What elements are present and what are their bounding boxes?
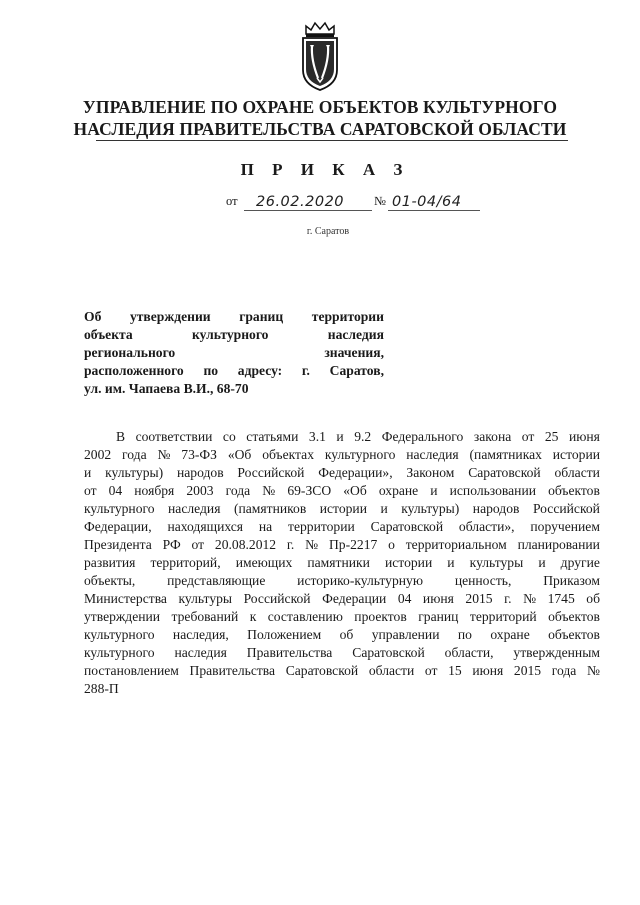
body-word: Правительства — [189, 663, 276, 678]
body-word: объектов — [548, 483, 600, 498]
body-word: наследия — [406, 447, 459, 462]
subject-word: утверждении — [129, 309, 211, 324]
body-word: наследия — [168, 501, 221, 516]
order-city: г. Саратов — [306, 226, 350, 237]
subject-word: объекта — [84, 327, 133, 342]
body-word: области — [368, 663, 415, 678]
subject-word: культурного — [191, 327, 269, 342]
body-word: июня — [568, 429, 600, 444]
order-date-number — [226, 190, 486, 212]
body-word: от — [191, 537, 205, 552]
body-line — [84, 536, 600, 554]
body-word: 69-ЗСО — [287, 483, 332, 498]
body-word: охране — [490, 627, 530, 642]
date-prefix: от — [226, 194, 238, 208]
body-line — [84, 428, 600, 446]
body-word: народов — [472, 501, 520, 516]
body-line — [84, 518, 600, 536]
body-word: развития — [84, 555, 136, 570]
body-line — [84, 464, 600, 482]
body-word: Российской — [243, 591, 311, 606]
body-line — [84, 590, 600, 608]
body-word: закона — [473, 429, 512, 444]
body-word: утвержденным — [513, 645, 600, 660]
body-word: другие — [560, 555, 600, 570]
order-subject — [84, 308, 384, 398]
order-date: 26.02.2020 — [256, 194, 345, 210]
body-word: постановлением — [84, 663, 179, 678]
body-word: объектов — [548, 627, 600, 642]
body-line — [84, 662, 600, 680]
body-word: имеющих — [235, 555, 293, 570]
body-word: «Об — [343, 483, 367, 498]
subject-word: по — [203, 363, 219, 378]
body-word: области», — [458, 519, 515, 534]
body-word: 2002 — [84, 447, 112, 462]
order-number: 01-04/64 — [392, 194, 462, 210]
subject-word: г. — [301, 363, 310, 378]
body-word: ноября — [134, 483, 175, 498]
body-word: 25 — [544, 429, 559, 444]
body-word: со — [222, 429, 236, 444]
organization-header — [60, 96, 580, 140]
body-word: Российской — [532, 501, 600, 516]
body-word: истории — [319, 501, 367, 516]
body-word: объекты, — [84, 573, 136, 588]
body-word: 20.08.2012 — [214, 537, 277, 552]
body-word: на — [258, 519, 273, 534]
header-divider — [96, 140, 568, 141]
body-word: территориальном — [405, 537, 507, 552]
body-word: № — [262, 483, 276, 498]
body-word: территорий, — [150, 555, 221, 570]
subject-word: границ — [239, 309, 284, 324]
body-word: границ — [418, 609, 459, 624]
body-word: культуры — [178, 591, 233, 606]
body-word: Саратовской — [370, 519, 444, 534]
body-word: Саратовской — [352, 645, 425, 660]
body-word: года — [225, 483, 251, 498]
body-word: о — [388, 537, 395, 552]
body-word: и — [84, 465, 92, 480]
body-word: Федерации — [322, 591, 387, 606]
subject-word: Саратов, — [329, 363, 384, 378]
body-word: области, — [444, 645, 494, 660]
subject-line — [84, 362, 384, 380]
number-prefix: № — [374, 194, 386, 208]
body-word: историко-культурную — [297, 573, 424, 588]
body-word: № — [586, 663, 600, 678]
body-word: Президента — [84, 537, 152, 552]
body-word: Федерации», — [318, 465, 393, 480]
body-word: 3.1 — [308, 429, 326, 444]
number-underline — [388, 210, 480, 211]
body-word: «Об — [227, 447, 252, 462]
body-word: охране — [378, 483, 419, 498]
order-body — [84, 428, 600, 698]
body-word: народов — [176, 465, 224, 480]
body-word: от — [521, 429, 535, 444]
body-word: культурного — [84, 627, 155, 642]
body-word: области — [554, 465, 600, 480]
body-word: представляющие — [167, 573, 266, 588]
subject-word: расположенного — [84, 363, 184, 378]
body-word: г. — [286, 537, 295, 552]
body-line — [84, 500, 600, 518]
body-word: культурного — [324, 447, 396, 462]
body-word: Министерства — [84, 591, 167, 606]
date-underline — [244, 210, 372, 211]
body-word: использовании — [449, 483, 536, 498]
body-word: территории — [288, 519, 355, 534]
body-word: РФ — [162, 537, 181, 552]
body-word: требований — [171, 609, 239, 624]
body-word: № — [523, 591, 537, 606]
body-word: года — [551, 663, 577, 678]
body-word: утверждении — [84, 609, 161, 624]
body-word: года — [122, 447, 147, 462]
subject-word: территории — [311, 309, 384, 324]
body-word: Российской — [237, 465, 305, 480]
body-word: наследия — [174, 645, 227, 660]
body-word: территорий — [469, 609, 537, 624]
body-word: В — [116, 429, 126, 444]
body-word: истории — [385, 555, 433, 570]
body-word: Правительства — [246, 645, 333, 660]
body-word: от — [424, 663, 438, 678]
body-line — [84, 644, 600, 662]
body-word: Положением — [247, 627, 322, 642]
body-line — [84, 572, 600, 590]
organization-line-2: НАСЛЕДИЯ ПРАВИТЕЛЬСТВА САРАТОВСКОЙ ОБЛАСТИ — [73, 119, 567, 139]
subject-line — [84, 344, 384, 362]
body-word: статьями — [246, 429, 299, 444]
body-word: составлению — [267, 609, 343, 624]
body-word: 04 — [397, 591, 412, 606]
body-word: ценность, — [454, 573, 512, 588]
body-word: Законом — [406, 465, 455, 480]
body-word: № — [305, 537, 319, 552]
body-word: объектах — [262, 447, 314, 462]
body-word: Федерального — [381, 429, 464, 444]
body-word: по — [457, 627, 472, 642]
body-word: 9.2 — [354, 429, 372, 444]
subject-line: ул. им. Чапаева В.И., 68-70 — [84, 381, 249, 396]
body-word: и — [430, 483, 438, 498]
body-word: 2015 — [513, 663, 542, 678]
subject-line — [84, 326, 384, 344]
body-word: от — [84, 483, 97, 498]
body-word: культурного — [84, 501, 155, 516]
body-line — [84, 554, 600, 572]
body-word: и — [380, 501, 388, 516]
subject-word: Об — [84, 309, 102, 324]
body-word: находящихся — [167, 519, 244, 534]
body-word: проектов — [354, 609, 407, 624]
body-word: Пр-2217 — [328, 537, 378, 552]
body-word: и — [447, 555, 455, 570]
body-word: соответствии — [135, 429, 213, 444]
body-word: культуры) — [401, 501, 460, 516]
saratov-coat-of-arms-icon — [298, 20, 342, 92]
body-word: Саратовской — [468, 465, 541, 480]
body-word: поручением — [530, 519, 600, 534]
subject-word: наследия — [327, 327, 384, 342]
body-word: г. — [504, 591, 512, 606]
body-word: культурного — [84, 645, 155, 660]
body-word: об — [586, 591, 600, 606]
body-word: (памятников — [233, 501, 307, 516]
body-word: Федерации, — [84, 519, 152, 534]
body-word: планировании — [517, 537, 600, 552]
subject-word: регионального — [84, 345, 176, 360]
subject-line — [84, 308, 384, 326]
body-word: 2015 — [465, 591, 493, 606]
body-word: 15 — [448, 663, 462, 678]
body-word: 1745 — [547, 591, 575, 606]
body-word: Приказом — [543, 573, 600, 588]
body-line — [84, 446, 600, 464]
body-word: культуры — [469, 555, 524, 570]
body-word: Саратовской — [285, 663, 359, 678]
subject-word: адресу: — [237, 363, 283, 378]
body-word: об — [339, 627, 354, 642]
body-line — [84, 608, 600, 626]
body-word: июня — [472, 663, 504, 678]
body-word: и — [538, 555, 546, 570]
body-word: 2003 — [186, 483, 214, 498]
body-word: к — [249, 609, 257, 624]
body-word: объектов — [548, 609, 600, 624]
organization-line-1: УПРАВЛЕНИЕ ПО ОХРАНЕ ОБЪЕКТОВ КУЛЬТУРНОГО — [82, 97, 558, 117]
body-word: 73-ФЗ — [181, 447, 217, 462]
body-word: памятники — [307, 555, 370, 570]
document-title: П Р И К А З — [240, 160, 410, 179]
body-word: (памятниках — [469, 447, 542, 462]
body-word: июня — [422, 591, 454, 606]
body-word: культуры) — [105, 465, 164, 480]
body-word: истории — [552, 447, 600, 462]
body-line: 288-П — [84, 681, 119, 696]
subject-word: значения, — [324, 345, 384, 360]
body-word: и — [336, 429, 344, 444]
body-word: 04 — [108, 483, 123, 498]
body-line — [84, 482, 600, 500]
body-word: управлении — [371, 627, 440, 642]
body-line — [84, 626, 600, 644]
body-word: наследия, — [172, 627, 229, 642]
body-word: № — [157, 447, 171, 462]
